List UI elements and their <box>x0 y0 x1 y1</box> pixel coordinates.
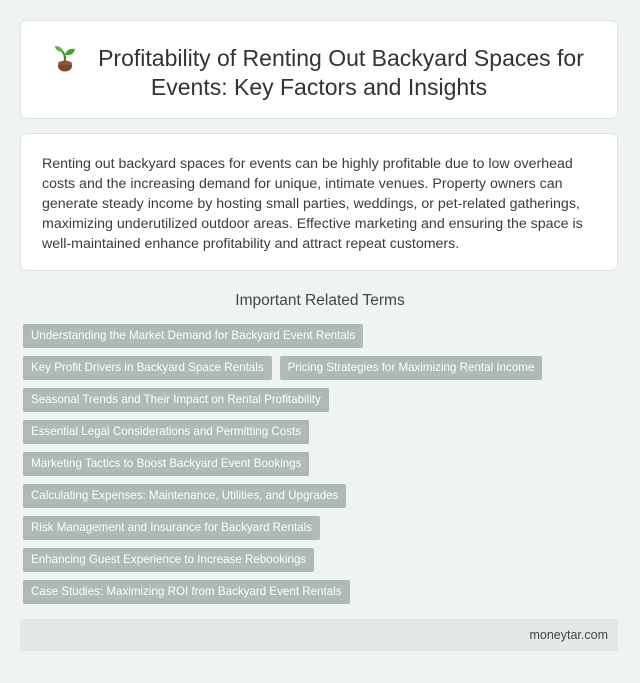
term-row <box>23 356 583 381</box>
footer <box>20 619 618 651</box>
term-row <box>23 324 583 349</box>
intro-text: Renting out backyard spaces for events can be highly profitable due to low overhead costs and the increasing demand for unique, intimate venues. Property owners can generate steady income by hosting small parties, weddings, or pet-related gatherings, maximizing underutilized outdoor areas. Effective marketing and ensuring the space is well-maintained enhance profitability and attract repeat customers. <box>42 156 583 252</box>
related-term-tag[interactable]: Pricing Strategies for Maximizing Rental Income <box>280 356 543 380</box>
related-term-tag[interactable]: Essential Legal Considerations and Permitting Costs <box>23 420 309 444</box>
title-card <box>20 20 618 119</box>
related-term-tag[interactable]: Key Profit Drivers in Backyard Space Rentals <box>23 356 272 380</box>
term-row <box>23 388 583 413</box>
related-term-tag[interactable]: Understanding the Market Demand for Backyard Event Rentals <box>23 324 363 348</box>
term-row <box>23 420 583 445</box>
related-term-tag[interactable]: Calculating Expenses: Maintenance, Utilities, and Upgrades <box>23 484 346 508</box>
related-terms-heading: Important Related Terms <box>235 292 405 309</box>
term-row <box>23 484 583 509</box>
sprout-icon <box>54 46 76 72</box>
page-title: Profitability of Renting Out Backyard Spaces for Events: Key Factors and Insights <box>98 45 584 100</box>
footer-site-link[interactable]: moneytar.com <box>529 628 608 642</box>
related-term-tag[interactable]: Seasonal Trends and Their Impact on Rental Profitability <box>23 388 329 412</box>
related-term-tag[interactable]: Enhancing Guest Experience to Increase Rebookings <box>23 548 314 572</box>
related-term-tag[interactable]: Risk Management and Insurance for Backyard Rentals <box>23 516 320 540</box>
term-row <box>23 548 583 573</box>
term-row <box>23 452 583 477</box>
related-term-tag[interactable]: Marketing Tactics to Boost Backyard Event Bookings <box>23 452 309 476</box>
term-row <box>23 580 583 605</box>
related-term-tag[interactable]: Case Studies: Maximizing ROI from Backyard Event Rentals <box>23 580 350 604</box>
title-wrap <box>21 44 617 102</box>
related-terms-list <box>23 324 583 612</box>
term-row <box>23 516 583 541</box>
intro-card <box>20 133 618 271</box>
